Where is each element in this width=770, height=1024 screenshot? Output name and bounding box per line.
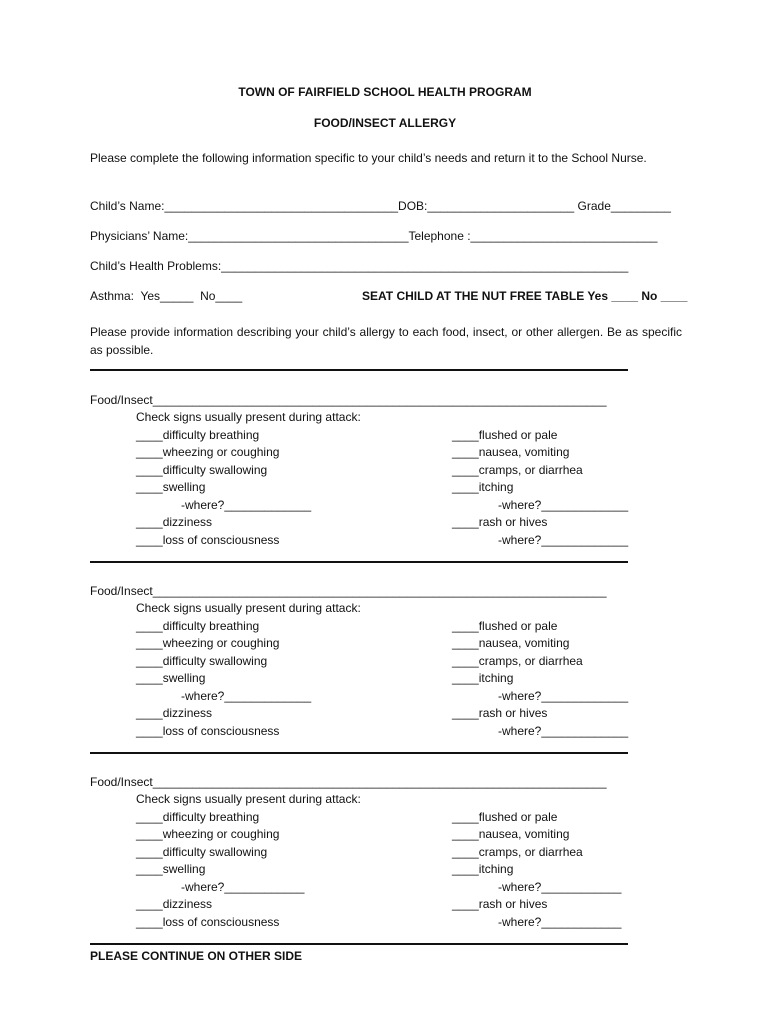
child-name-dob-grade-line[interactable]: Child’s Name:___________________________________DOB:______________________ Grade_________: [90, 199, 671, 213]
symptom-item[interactable]: ____loss of consciousness: [136, 724, 280, 738]
symptom-item[interactable]: ____difficulty swallowing: [136, 463, 268, 477]
physician-telephone-line[interactable]: Physicians’ Name:_________________________________Telephone :____________________________: [90, 229, 658, 243]
where-field[interactable]: -where?____________: [498, 880, 622, 894]
symptom-item[interactable]: ____dizziness: [136, 515, 213, 529]
symptom-item[interactable]: ____itching: [452, 671, 514, 685]
symptom-item[interactable]: ____dizziness: [136, 897, 213, 911]
signs-heading: Check signs usually present during attack:: [136, 792, 361, 806]
symptom-item[interactable]: ____loss of consciousness: [136, 533, 280, 547]
food-insect-field[interactable]: Food/Insect____________________________________________________________________: [90, 584, 607, 598]
symptom-item[interactable]: ____wheezing or coughing: [136, 636, 280, 650]
divider: [90, 752, 628, 754]
symptom-item[interactable]: ____difficulty swallowing: [136, 654, 268, 668]
symptom-item[interactable]: ____cramps, or diarrhea: [452, 654, 583, 668]
asthma-line[interactable]: Asthma: Yes_____ No____: [90, 289, 243, 303]
symptom-item[interactable]: ____itching: [452, 480, 514, 494]
symptom-item[interactable]: ____nausea, vomiting: [452, 636, 570, 650]
symptom-item[interactable]: ____difficulty breathing: [136, 810, 260, 824]
symptom-item[interactable]: ____swelling: [136, 480, 206, 494]
symptom-item[interactable]: ____itching: [452, 862, 514, 876]
where-field[interactable]: -where?_____________: [181, 498, 312, 512]
where-field[interactable]: -where?_____________: [498, 533, 629, 547]
signs-heading: Check signs usually present during attack:: [136, 601, 361, 615]
continue-note: PLEASE CONTINUE ON OTHER SIDE: [90, 949, 303, 963]
nut-free-table-line[interactable]: SEAT CHILD AT THE NUT FREE TABLE Yes ____ No ____: [362, 289, 688, 303]
symptom-item[interactable]: ____rash or hives: [452, 706, 548, 720]
divider: [90, 561, 628, 563]
health-problems-line[interactable]: Child’s Health Problems:_____________________________________________________________: [90, 259, 629, 273]
symptom-item[interactable]: ____flushed or pale: [452, 810, 558, 824]
symptom-item[interactable]: ____nausea, vomiting: [452, 445, 570, 459]
instructions-text: Please complete the following information specific to your child’s needs and return it to the School Nurse.: [90, 151, 647, 165]
where-field[interactable]: -where?_____________: [181, 689, 312, 703]
where-field[interactable]: -where?_____________: [498, 724, 629, 738]
symptom-item[interactable]: ____swelling: [136, 671, 206, 685]
symptom-item[interactable]: ____rash or hives: [452, 897, 548, 911]
divider: [90, 369, 628, 371]
symptom-item[interactable]: ____swelling: [136, 862, 206, 876]
symptom-item[interactable]: ____difficulty swallowing: [136, 845, 268, 859]
symptom-item[interactable]: ____cramps, or diarrhea: [452, 845, 583, 859]
symptom-item[interactable]: ____wheezing or coughing: [136, 445, 280, 459]
symptom-item[interactable]: ____flushed or pale: [452, 619, 558, 633]
symptom-item[interactable]: ____cramps, or diarrhea: [452, 463, 583, 477]
where-field[interactable]: -where?____________: [181, 880, 305, 894]
page-title: TOWN OF FAIRFIELD SCHOOL HEALTH PROGRAM: [238, 85, 532, 99]
page-subtitle: FOOD/INSECT ALLERGY: [313, 116, 457, 130]
symptom-item[interactable]: ____loss of consciousness: [136, 915, 280, 929]
divider: [90, 943, 628, 945]
food-insect-field[interactable]: Food/Insect____________________________________________________________________: [90, 775, 607, 789]
allergy-instructions: Please provide information describing your child’s allergy to each food, insect, or other allergen. Be as specific as possible.: [90, 325, 682, 357]
where-field[interactable]: -where?_____________: [498, 689, 629, 703]
symptom-item[interactable]: ____difficulty breathing: [136, 619, 260, 633]
symptom-item[interactable]: ____difficulty breathing: [136, 428, 260, 442]
symptom-item[interactable]: ____rash or hives: [452, 515, 548, 529]
symptom-item[interactable]: ____dizziness: [136, 706, 213, 720]
signs-heading: Check signs usually present during attack:: [136, 410, 361, 424]
symptom-item[interactable]: ____wheezing or coughing: [136, 827, 280, 841]
symptom-item[interactable]: ____nausea, vomiting: [452, 827, 570, 841]
where-field[interactable]: -where?_____________: [498, 498, 629, 512]
food-insect-field[interactable]: Food/Insect____________________________________________________________________: [90, 393, 607, 407]
where-field[interactable]: -where?____________: [498, 915, 622, 929]
symptom-item[interactable]: ____flushed or pale: [452, 428, 558, 442]
